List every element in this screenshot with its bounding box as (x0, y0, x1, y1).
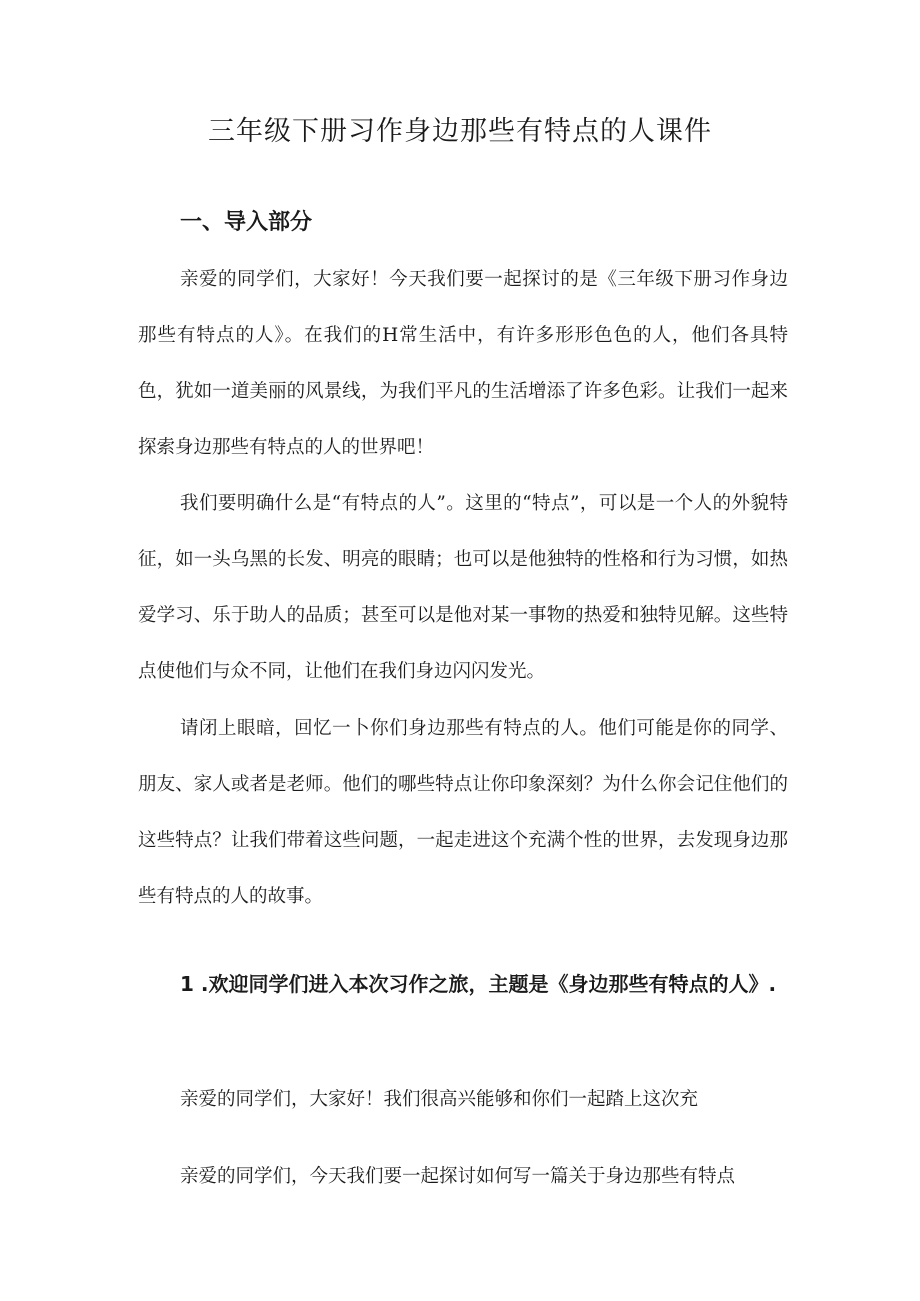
paragraph-definition: 我们要明确什么是“有特点的人”。这里的“特点”，可以是一个人的外貌特征，如一头乌黑的长发、明亮的眼睛；也可以是他独特的性格和行为习惯，如热爱学习、乐于助人的品质；甚至可以是他对某一事物的热爱和独特见解。这些特点使他们与众不同，让他们在我们身边闪闪发光。 (138, 493, 788, 682)
section-heading: 一、导入部分 (180, 210, 313, 235)
subheading-welcome: 1 .欢迎同学们进入本次习作之旅，主题是《身边那些有特点的人》. (180, 972, 777, 996)
paragraph-topic: 亲爱的同学们，今天我们要一起探讨如何写一篇关于身边那些有特点 (180, 1166, 736, 1187)
paragraph-reflection: 请闭上眼暗，回忆一卜你们身边那些有特点的人。他们可能是你的同学、朋友、家人或者是老师。他们的哪些特点让你印象深刻？为什么你会记住他们的这些特点？让我们带着这些问题，一起走进这个充满个性的世界，去发现身边那些有特点的人的故事。 (138, 718, 788, 907)
paragraph-greeting: 亲爱的同学们，大家好！我们很高兴能够和你们一起踏上这次充 (180, 1089, 699, 1110)
document-title: 三年级下册习作身边那些有特点的人课件 (208, 116, 712, 147)
paragraph-intro: 亲爱的同学们，大家好！今天我们要一起探讨的是《三年级下册习作身边那些有特点的人》。在我们的H常生活中，有许多形形色色的人，他们各具特色，犹如一道美丽的风景线，为我们平凡的生活增添了许多色彩。让我们一起来探索身边那些有特点的人的世界吧！ (138, 269, 788, 458)
